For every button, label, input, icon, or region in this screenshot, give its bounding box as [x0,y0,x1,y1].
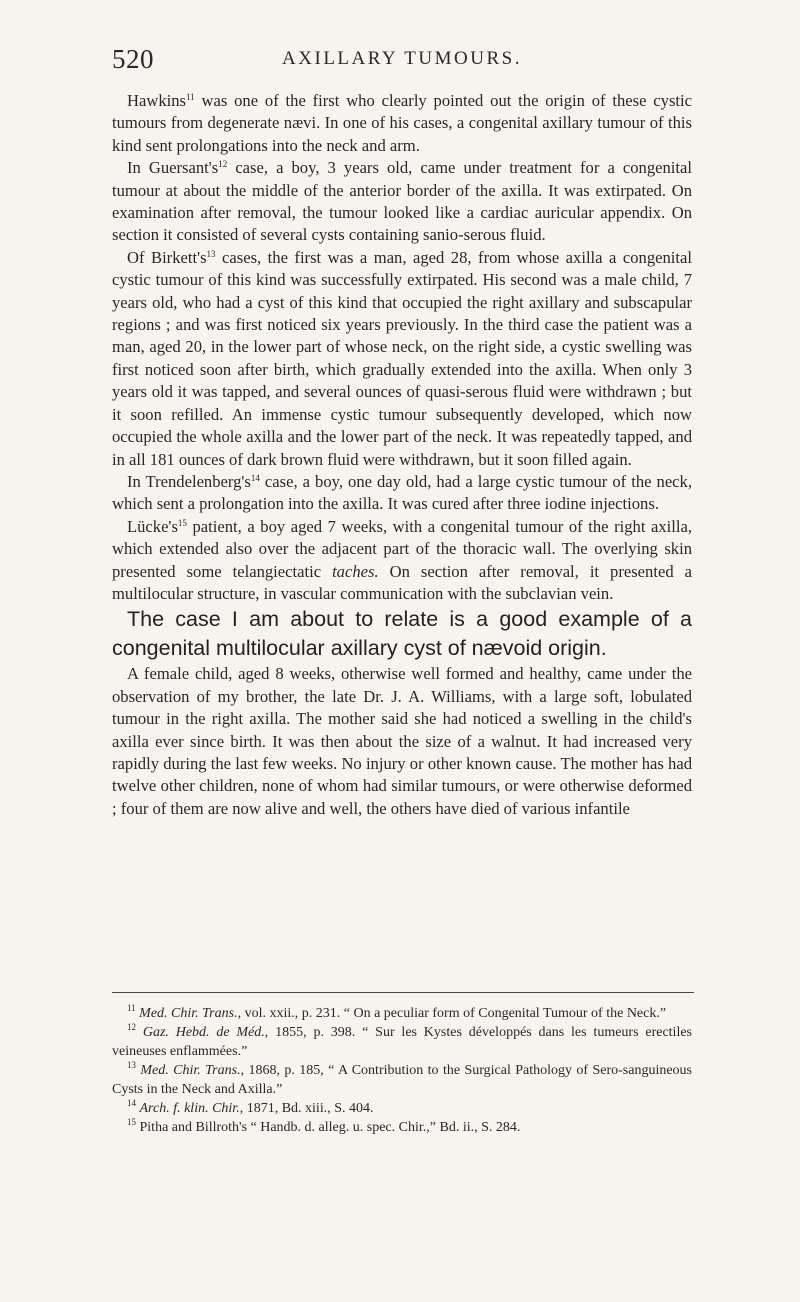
text-run: Of Birkett's [127,247,207,267]
footnote-fn11 [112,1004,692,1023]
paragraph-p5 [112,516,692,606]
footnote-marker: 12 [218,159,228,170]
paragraph-p1 [112,90,692,157]
text-run [136,1025,143,1040]
footnote-marker: 11 [127,1003,136,1013]
footnotes [112,1004,692,1137]
text-run: case, a boy, 3 years old, came under treatment for a congenital tumour at about the middle of the anterior border of the axilla. It was extirpated. On examination after removal, the tumour looked like a cardiac auricular appendix. On section it consisted of several cysts containing sanio-serous fluid. [112,158,692,245]
italic-text: taches. [332,561,379,581]
paragraph-p2 [112,157,692,247]
text-run: , vol. xxii., p. 231. “ On a peculiar form of Congenital Tumour of the Neck.” [237,1006,667,1021]
footnote-marker: 15 [177,517,187,528]
text-run: In Guersant's [127,158,219,178]
footnote-marker: 13 [127,1060,136,1070]
text-run: Hawkins [127,91,186,110]
footnote-fn13 [112,1061,692,1099]
text-run: , 1868, p. 185, “ A Contribution to the Surgical Pathology of Sero-sanguineous Cysts in the Neck and Axilla.” [112,1063,692,1097]
footnote-marker: 12 [127,1022,136,1032]
text-run: Pitha and Billroth's “ Handb. d. alleg. u. spec. Chir.,” Bd. ii., S. 284. [136,1120,521,1135]
page-number: 520 [112,44,154,74]
text-run: Lücke's [127,516,178,536]
italic-text: Arch. f. klin. Chir. [139,1101,240,1116]
body-text [112,90,692,820]
case-paragraph: A female child, aged 8 weeks, otherwise well formed and healthy, came under the observation of my brother, the late Dr. J. A. Williams, with a large soft, lobulated tumour in the right axilla. The mother said she had noticed a swelling in the child's axilla ever since birth. It was then about the size of a walnut. It had increased very rapidly during the last few weeks. No injury or other known cause. The mother has had twelve other children, none of whom had similar tumours, or were otherwise deformed ; four of them are now alive and well, the others have died of various infantile [112,664,692,818]
text-run: cases, the first was a man, aged 28, from whose axilla a congenital cystic tumour of this kind was successfully extirpated. His second was a male child, 7 years old, who had a cyst of this kind that occupied the right axillary and subscapular regions ; and was first noticed six years previously. In the third case the patient was a man, aged 20, in the lower part of whose neck, on the right side, a cystic swelling was first noticed soon after birth, which gradually extended into the axilla. When only 3 years old it was tapped, and several ounces of quasi-serous fluid were withdrawn ; but it soon refilled. An immense cystic tumour subsequently developed, which now occupied the whole axilla and the lower part of the neck. It was repeatedly tapped, and in all 181 ounces of dark brown fluid were withdrawn, but it soon filled again. [112,247,692,469]
italic-text: Gaz. Hebd. de Méd. [142,1025,265,1040]
italic-text: Med. Chir. Trans. [139,1006,238,1021]
italic-text: Med. Chir. Trans. [140,1063,241,1078]
case-heading: The case I am about to relate is a good example of a congenital multilocular axillary cyst of nævoid origin. [112,607,692,661]
text-run: In Trendelenberg's [127,471,251,491]
footnote-marker: 13 [206,248,216,259]
footnote-marker: 14 [250,472,260,483]
footnote-fn12 [112,1023,692,1061]
text-run: case, a boy, one day old, had a large cystic tumour of the neck, which sent a prolongation into the axilla. It was cured after three iodine injections. [112,471,692,514]
paragraph-p3 [112,247,692,471]
text-run: , 1855, p. 398. “ Sur les Kystes développés dans les tumeurs erectiles veineuses enflammées.” [112,1025,692,1059]
page-header [112,44,692,84]
running-head: AXILLARY TUMOURS. [282,48,522,69]
footnote-fn14 [112,1099,692,1118]
footnote-rule [112,992,694,993]
text-run: On section after removal, it presented a multilocular structure, in vascular communication with the subclavian vein. [112,561,692,603]
paragraphs [112,90,692,605]
text-run: patient, a boy aged 7 weeks, with a congenital tumour of the right axilla, which extended also over the adjacent part of the thoracic wall. The overlying skin presented some telangiectatic [112,516,692,581]
footnote-fn15 [112,1118,692,1137]
footnote-marker: 14 [127,1098,136,1108]
footnote-marker: 15 [127,1117,136,1127]
text-run: , 1871, Bd. xiii., S. 404. [239,1101,374,1116]
text-run: was one of the first who clearly pointed out the origin of these cystic tumours from degenerate nævi. In one of his cases, a congenital axillary tumour of this kind sent prolongations into the neck and arm. [112,91,692,155]
footnote-marker: 11 [186,92,195,102]
paragraph-p4 [112,471,692,516]
